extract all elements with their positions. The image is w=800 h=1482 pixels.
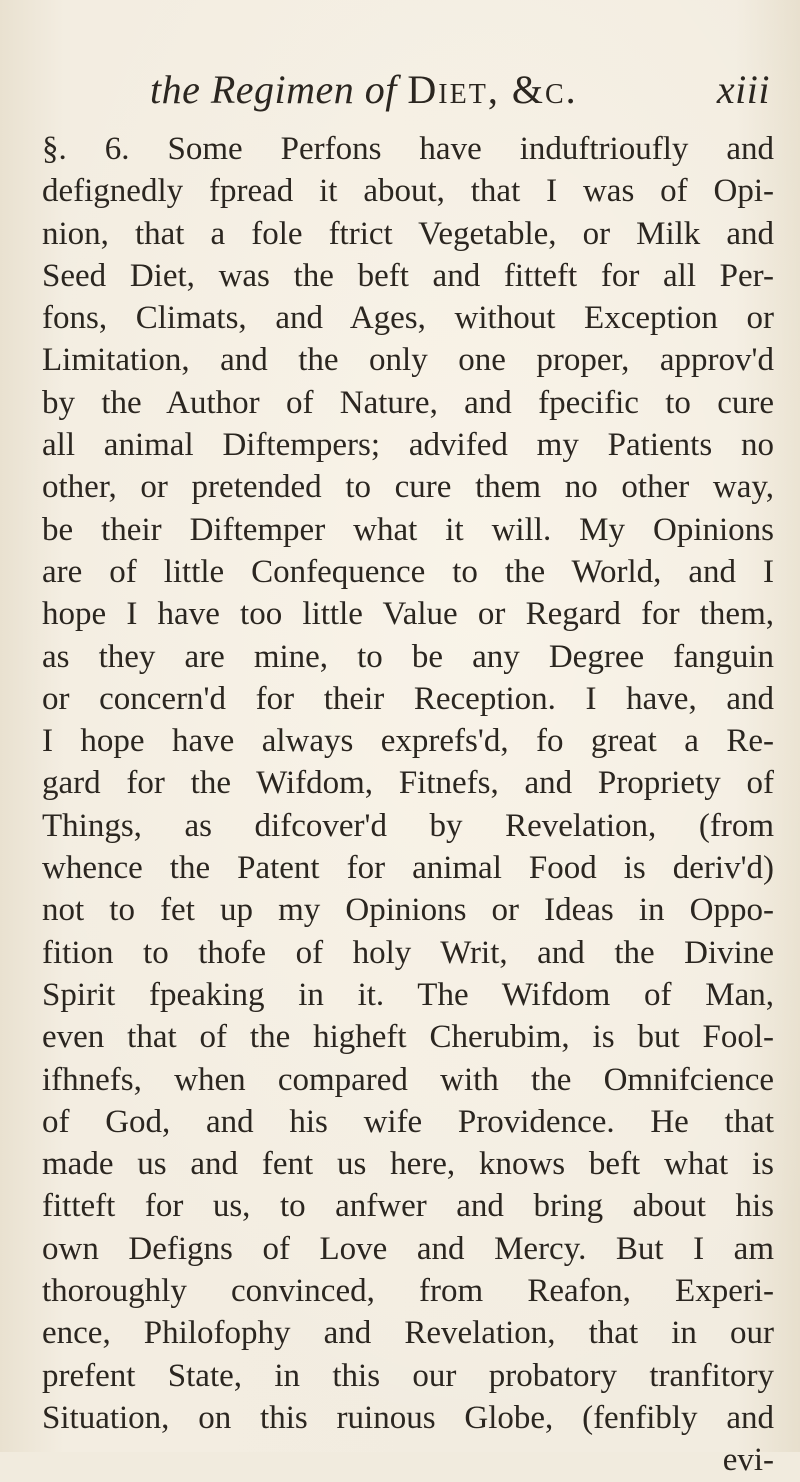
text-line: gard for the Wifdom, Fitnefs, and Propriety of <box>42 765 774 802</box>
body-text <box>42 128 774 1482</box>
text-line: Things, as difcover'd by Revelation, (from <box>42 807 774 844</box>
running-title-diet: Diet, &c. <box>407 67 578 112</box>
text-line: all animal Diftempers; advifed my Patients no <box>42 427 774 464</box>
text-line: fons, Climats, and Ages, without Exception or <box>42 300 774 337</box>
text-line: whence the Patent for animal Food is deriv'd) <box>42 850 774 887</box>
running-title: the Regimen of <box>150 67 397 112</box>
text-line: defignedly fpread it about, that I was of Opi- <box>42 173 774 210</box>
page-number: xiii <box>716 67 770 112</box>
text-line: even that of the higheft Cherubim, is but Fool- <box>42 1019 774 1056</box>
text-line: prefent State, in this our probatory tranfitory <box>42 1357 774 1394</box>
text-line: ence, Philofophy and Revelation, that in our <box>42 1315 774 1352</box>
text-line: other, or pretended to cure them no other way, <box>42 469 774 506</box>
catchword: evi- <box>722 1442 774 1479</box>
running-header <box>150 66 770 113</box>
text-line: Seed Diet, was the beft and fitteft for all Per- <box>42 257 774 294</box>
text-line: fition to thofe of holy Writ, and the Divine <box>42 934 774 971</box>
text-line: by the Author of Nature, and fpecific to cure <box>42 384 774 421</box>
text-line: Spirit fpeaking in it. The Wifdom of Man, <box>42 976 774 1013</box>
text-line: thoroughly convinced, from Reafon, Experi- <box>42 1273 774 1310</box>
text-line: ifhnefs, when compared with the Omnifcience <box>42 1061 774 1098</box>
text-line: or concern'd for their Reception. I have, and <box>42 680 774 717</box>
text-line: hope I have too little Value or Regard for them, <box>42 596 774 633</box>
text-line: be their Diftemper what it will. My Opinions <box>42 511 774 548</box>
text-line: own Defigns of Love and Mercy. But I am <box>42 1230 774 1267</box>
text-line: Limitation, and the only one proper, approv'd <box>42 342 774 379</box>
text-line: Situation, on this ruinous Globe, (fenfibly and <box>42 1399 774 1436</box>
text-line: are of little Confequence to the World, and I <box>42 553 774 590</box>
text-line: of God, and his wife Providence. He that <box>42 1103 774 1140</box>
text-line: nion, that a fole ftrict Vegetable, or Milk and <box>42 215 774 252</box>
text-line: made us and fent us here, knows beft what is <box>42 1146 774 1183</box>
text-line: I hope have always exprefs'd, fo great a Re- <box>42 723 774 760</box>
text-line: not to fet up my Opinions or Ideas in Oppo- <box>42 892 774 929</box>
text-line: fitteft for us, to anfwer and bring about his <box>42 1188 774 1225</box>
text-line: §. 6. Some Perfons have induftrioufly and <box>42 131 774 167</box>
text-line: as they are mine, to be any Degree fanguin <box>42 638 774 675</box>
